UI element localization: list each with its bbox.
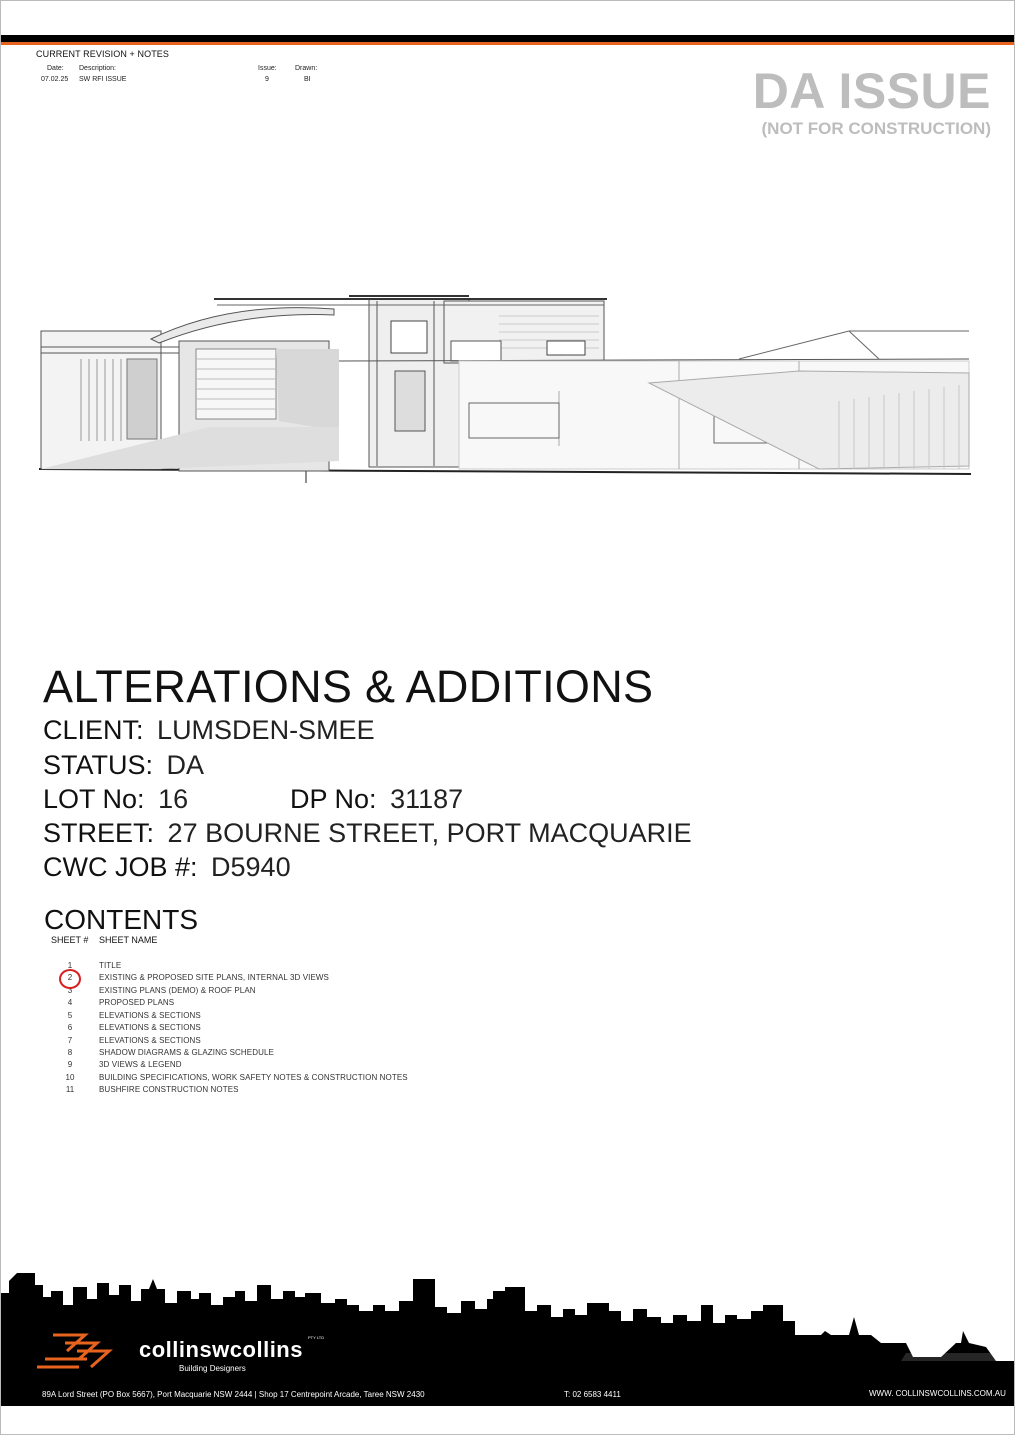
sheet-name: SHADOW DIAGRAMS & GLAZING SCHEDULE — [99, 1048, 274, 1057]
dp-value: 31187 — [390, 784, 464, 814]
sheet-name: BUILDING SPECIFICATIONS, WORK SAFETY NOTES & CONSTRUCTION NOTES — [99, 1073, 408, 1082]
revision-issue-header: Issue: — [258, 65, 277, 72]
job-line — [43, 852, 291, 883]
sheet-number: 8 — [67, 1048, 73, 1057]
job-value: D5940 — [211, 852, 291, 882]
revision-date: 07.02.25 — [41, 76, 69, 83]
street-value: 27 BOURNE STREET, PORT MACQUARIE — [167, 818, 692, 848]
da-issue-stamp — [753, 63, 991, 139]
da-issue-text: DA ISSUE — [752, 63, 991, 119]
footer-phone: T: 02 6583 4411 — [564, 1390, 621, 1399]
city-skyline-graphic — [1, 1261, 1015, 1406]
sheet-number: 1 — [67, 961, 73, 970]
company-tagline: Building Designers — [179, 1364, 246, 1373]
sheet-number: 5 — [67, 1011, 73, 1020]
header-accent-band — [1, 42, 1015, 45]
footer-address: 89A Lord Street (PO Box 5667), Port Macquarie NSW 2444 | Shop 17 Centrepoint Arcade, Taree NSW 2430 — [42, 1390, 425, 1399]
lot-value: 16 — [158, 784, 189, 814]
footer-website-link[interactable]: WWW. COLLINSWCOLLINS.COM.AU — [869, 1389, 1006, 1398]
contents-title: CONTENTS — [44, 904, 198, 935]
revision-date-header: Date: — [47, 65, 64, 72]
house-elevation-drawing — [39, 291, 974, 486]
revision-markup-circle — [59, 969, 81, 989]
job-label: CWC JOB #: — [43, 852, 198, 882]
sheet-name: 3D VIEWS & LEGEND — [99, 1060, 182, 1069]
sheet-number: 10 — [65, 1073, 75, 1082]
sheet-name: TITLE — [99, 961, 122, 970]
client-value: LUMSDEN-SMEE — [157, 715, 375, 745]
sheet-number: 6 — [67, 1023, 73, 1032]
revision-description: SW RFI ISSUE — [79, 76, 127, 83]
sheet-name: ELEVATIONS & SECTIONS — [99, 1023, 201, 1032]
company-suffix: PTY LTD — [308, 1335, 325, 1340]
revision-drawn: BI — [304, 76, 311, 83]
sheet-name: PROPOSED PLANS — [99, 998, 175, 1007]
sheet-number: 2 — [67, 973, 73, 982]
header-band — [1, 35, 1015, 42]
revision-description-header: Description: — [79, 65, 116, 72]
not-for-construction-text: (NOT FOR CONSTRUCTION) — [761, 119, 991, 138]
sheet-name: BUSHFIRE CONSTRUCTION NOTES — [99, 1085, 239, 1094]
company-logo-text: collinswcollins — [139, 1337, 303, 1362]
sheet-name: ELEVATIONS & SECTIONS — [99, 1011, 201, 1020]
revision-drawn-header: Drawn: — [295, 65, 318, 72]
dp-line — [290, 784, 463, 815]
client-line — [43, 715, 375, 746]
project-title: ALTERATIONS & ADDITIONS — [43, 661, 654, 712]
sheet-number: 4 — [67, 998, 73, 1007]
status-label: STATUS: — [43, 750, 154, 780]
lot-label: LOT No: — [43, 784, 145, 814]
status-value: DA — [166, 750, 205, 780]
sheet-number: 9 — [67, 1060, 73, 1069]
sheet-name: EXISTING PLANS (DEMO) & ROOF PLAN — [99, 986, 256, 995]
sheet-name: ELEVATIONS & SECTIONS — [99, 1036, 201, 1045]
revision-issue: 9 — [265, 76, 269, 83]
sheet-number: 3 — [67, 986, 73, 995]
street-line — [43, 818, 692, 849]
status-line — [43, 750, 204, 781]
sheet-name-header: SHEET NAME — [99, 935, 158, 945]
sheet-number-header: SHEET # — [51, 935, 89, 945]
revision-title: CURRENT REVISION + NOTES — [36, 49, 170, 59]
lot-line — [43, 784, 188, 815]
client-label: CLIENT: — [43, 715, 144, 745]
dp-label: DP No: — [290, 784, 377, 814]
sheet-number: 7 — [67, 1036, 73, 1045]
sheet-name: EXISTING & PROPOSED SITE PLANS, INTERNAL 3D VIEWS — [99, 973, 329, 982]
street-label: STREET: — [43, 818, 155, 848]
sheet-number: 11 — [65, 1085, 75, 1094]
